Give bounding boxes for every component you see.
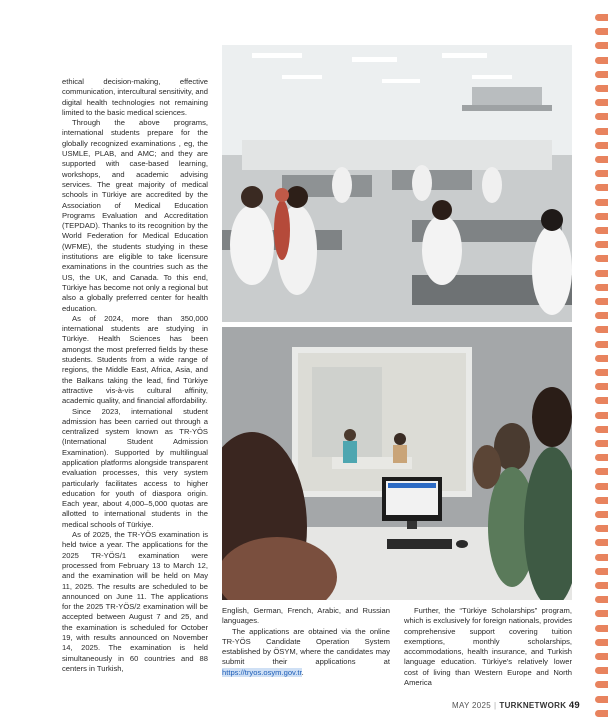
- binding-ring: [595, 582, 608, 589]
- binding-ring: [595, 270, 608, 277]
- issue-date: MAY 2025: [452, 701, 492, 710]
- binding-ring: [595, 99, 608, 106]
- binding-ring: [595, 128, 608, 135]
- binding-ring: [595, 497, 608, 504]
- binding-ring: [595, 156, 608, 163]
- paragraph: ethical decision-making, effective communication, intercultural sensitivity, and digital health technologies not remaining limited to the basic medical sciences.: [62, 77, 208, 117]
- article-right-column: [404, 606, 572, 688]
- observation-room-illustration: [222, 327, 572, 600]
- binding-ring: [595, 610, 608, 617]
- binding-ring: [595, 483, 608, 490]
- binding-ring: [595, 284, 608, 291]
- binding-ring: [595, 426, 608, 433]
- binding-ring: [595, 341, 608, 348]
- footer-separator: |: [494, 701, 497, 710]
- binding-ring: [595, 355, 608, 362]
- binding-ring: [595, 326, 608, 333]
- binding-ring: [595, 85, 608, 92]
- page-number: 49: [568, 700, 580, 711]
- binding-ring: [595, 525, 608, 532]
- article-left-column: [62, 77, 208, 674]
- article-middle-column: [222, 606, 390, 678]
- binding-ring: [595, 568, 608, 575]
- binding-ring: [595, 539, 608, 546]
- binding-ring: [595, 227, 608, 234]
- binding-ring: [595, 28, 608, 35]
- binding-ring: [595, 625, 608, 632]
- binding-ring: [595, 639, 608, 646]
- paragraph: [222, 627, 390, 678]
- binding-ring: [595, 42, 608, 49]
- binding-ring: [595, 710, 608, 717]
- paragraph-end: .: [301, 667, 304, 677]
- binding-ring: [595, 255, 608, 262]
- spiral-binding: [594, 0, 608, 726]
- paragraph: Since 2023, international student admission has been carried out through a centralized system known as TR-YÖS (International Student Admission Examination). Supported by multilingual application platforms alongside transparent evaluation processes, this very system particularly facilitates access to higher education for youth of diaspora origin. Each year, about 4,000–5,000 quotas are allotted to international students in the medical schools of Türkiye.: [62, 406, 208, 529]
- paragraph-text: The applications are obtained via the online TR-YÖS Candidate Operation System established by ÖSYM, where the candidates may submit their applications at: [222, 626, 390, 667]
- binding-ring: [595, 440, 608, 447]
- binding-ring: [595, 696, 608, 703]
- binding-ring: [595, 298, 608, 305]
- binding-ring: [595, 454, 608, 461]
- binding-ring: [595, 57, 608, 64]
- anatomy-lab-illustration: [222, 45, 572, 322]
- binding-ring: [595, 667, 608, 674]
- binding-ring: [595, 113, 608, 120]
- binding-ring: [595, 383, 608, 390]
- tryos-link[interactable]: https://tryos.osym.gov.tr: [222, 667, 302, 677]
- binding-ring: [595, 653, 608, 660]
- binding-ring: [595, 596, 608, 603]
- paragraph: As of 2025, the TR-YÖS examination is held twice a year. The applications for the 2025 TR-YÖS/1 examination were processed from February 13 to March 12, and the examination will be held on May 11, 2025. The results are scheduled to be announced on June 11. The applications for the 2025 TR-YÖS/2 examination will be accepted between August 7 and 25, and the examination is scheduled for October 19, with results announced on November 14, 2025. The examination is held simultaneously in 60 countries and 88 centers in Turkish,: [62, 530, 208, 673]
- binding-ring: [595, 511, 608, 518]
- binding-ring: [595, 142, 608, 149]
- binding-ring: [595, 184, 608, 191]
- binding-ring: [595, 369, 608, 376]
- magazine-name: TURKNETWORK: [499, 701, 567, 710]
- paragraph: Through the above programs, international students prepare for the globally recognized examinations , eg, the USMLE, PLAB, and AMC; and they are supported with case-based learning, workshops, and academic advising services. The great majority of medical schools in Türkiye are accredited by the Association of Medical Education Programs Evaluation and Accreditation (TEPDAD). Thanks to its recognition by the World Federation for Medical Education (WFME), the students studying in these institutions are eligible to take licensure examinations in the countries such as the US, the UK, and Canada. To this end, Türkiye has become not only a regional but also a globally preferred center for health education.: [62, 118, 208, 313]
- anatomy-lab-photo: [222, 45, 572, 322]
- binding-ring: [595, 312, 608, 319]
- binding-ring: [595, 241, 608, 248]
- page-footer: [452, 700, 580, 711]
- binding-ring: [595, 681, 608, 688]
- binding-ring: [595, 14, 608, 21]
- binding-ring: [595, 412, 608, 419]
- binding-ring: [595, 554, 608, 561]
- binding-ring: [595, 199, 608, 206]
- paragraph: English, German, French, Arabic, and Russian languages.: [222, 606, 390, 626]
- binding-ring: [595, 170, 608, 177]
- binding-ring: [595, 397, 608, 404]
- paragraph: Further, the “Türkiye Scholarships” program, which is exclusively for foreign nationals, provides comprehensive support covering tuition exemptions, monthly scholarships, accommodations, health insurance, and Turkish language education. Türkiye's relatively lower cost of living than Western Europe and North America: [404, 606, 572, 688]
- binding-ring: [595, 213, 608, 220]
- observation-room-photo: [222, 327, 572, 600]
- paragraph: As of 2024, more than 350,000 international students are studying in Türkiye. Health Sciences has been amongst the most preferred fields by these students. Students from a wide range of regions, the Middle East, Africa, Asia, and the Balkans taking the lead, find Türkiye attractive vis-à-vis cultural affinity, academic quality, and financial affordability.: [62, 313, 208, 406]
- binding-ring: [595, 468, 608, 475]
- binding-ring: [595, 71, 608, 78]
